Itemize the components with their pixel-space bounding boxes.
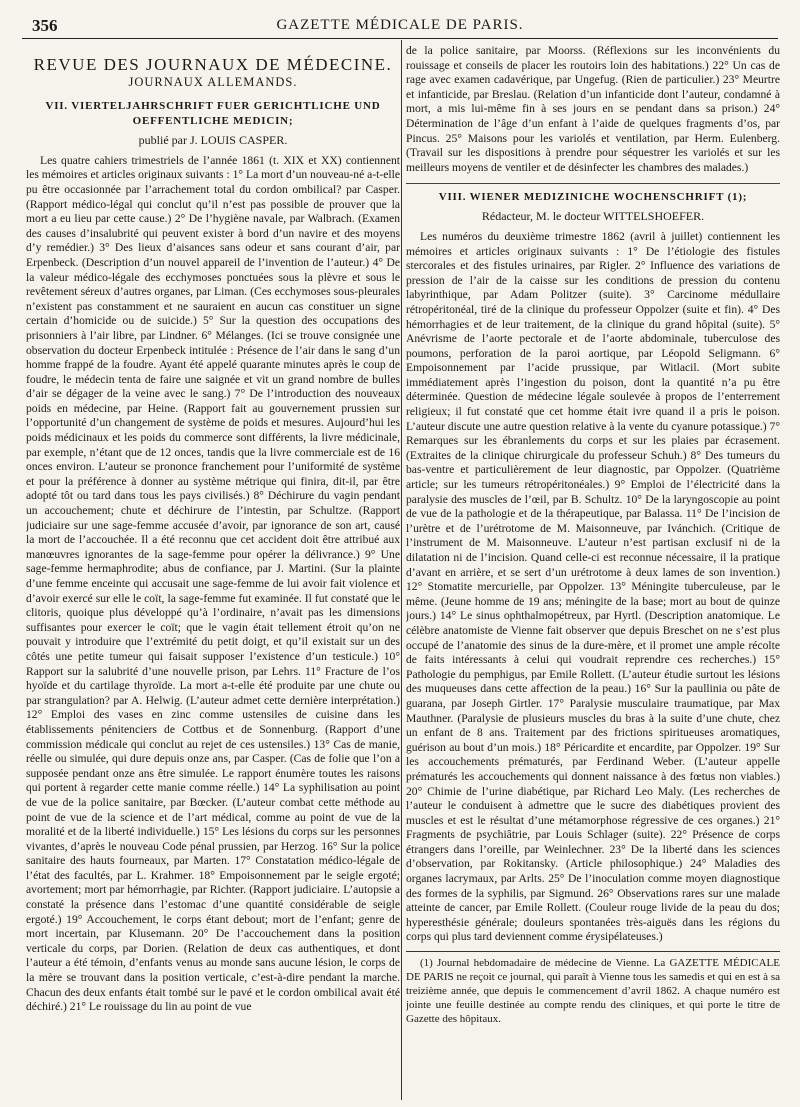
section-heading-vii: VII. VIERTELJAHRSCHRIFT FUER GERICHTLICHE UND OEFFENTLICHE MEDICIN; bbox=[45, 100, 381, 128]
running-title: GAZETTE MÉDICALE DE PARIS. bbox=[276, 17, 524, 33]
body-text-viii: Les numéros du deuxième trimestre 1862 (avril à juillet) contiennent les mémoires et articles originaux suivants : 1° De l’étiologie des fistules stercorales et des fistules urinaires, par Rigler. 2° Influence des variations de pression de l’air de la caisse sur les conditions de pression du contenu labyrinthique, par Adam Politzer (suite). 3° Carcinome médullaire rétropéritonéal, tiré de la clinique du professeur Oppolzer (suite et fin). 4° Des hémorrhagies et de leur traitement, de la clinique du grand hôpital (suite). 5° Anévrisme de l’aorte pectorale et de l’aorte abdominale, tuberculose des poumons, perforation de la paroi aortique, par Léopold Seligmann. 6° Empoisonnement par l’acide prussique, par Witlacil. (Mort subite immédiatement après l’ingestion du poison, dont la quantité n’a pu être déterminée. Question de médecine légale soulevée à propos de l’enterrement religieux; il fut constaté que cet homme était ivre quand il a pris le poison. L’auteur discute une autre question relative à la vente du cyanure potassique.) 7° Remarques sur les ébranlements du corps et sur les plaies par écrasement. (Extraites de la clinique chirurgicale du professeur Schuh.) 8° Des tumeurs du bas-ventre et particulièrement de leur diagnostic, par Oppolzer. (Quatrième article; sur les tumeurs rétropéritonéales.) 9° Emploi de l’électricité dans la paralysie des muscles de l’œil, par B. Schultz. 10° De la laryngoscopie au point de vue de la pathologie et de la thérapeutique, par Balassa. 11° De l’incision de l’urètre et de l’urétrotome de M. Maisonneuve, par Ivánchich. (Critique de l’instrument de M. Maisonneuve. L’auteur n’est partisan exclusif ni de la dilatation ni de l’incision. Quand celle-ci est reconnue nécessaire, il la pratique d’avant en arrière, et se sert d’un urétrotome à deux lames de son invention.) 12° Stomatite mercurielle, par Oppolzer. 13° Méningite tuberculeuse, par le même. (Jeune homme de 19 ans; méningite de la base; mort au bout de quinze jours.) 14° Le sinus ophthalmopétreux, par Hyrtl. (Description anatomique. Le célèbre anatomiste de Vienne fait observer que depuis Breschet on ne s’est plus occupé de l’anatomie des sinus de la dure-mère, et il promet une ample récolte de faits intéressants à celui qui voudrait reprendre ces recherches.) 15° Pathologie du pemphigus, par Emile Rollett. (L’auteur étudie surtout les lésions des muqueuses dans cette affection de la peau.) 16° Sur la paullinia ou pâte de guarana, par Joseph Girtler. 17° Paralysie musculaire traumatique, par Max Mauthner. (Paralysie de plusieurs muscles du bras à la suite d’une chute, chez un enfant de 8 ans. Traitement par des frictions spiritueuses aromatiques, guérison au bout d’un mois.) 18° Péricardite et encardite, par Oppolzer. 19° Sur les accouchements prématurés, par Ferdinand Weber. (L’auteur appelle prématurés les accouchements qui donnent naissance à des fœtus non viables.) 20° Chimie de l’urine diabétique, par Richard Leo Maly. (Les recherches de l’auteur le conduisent à admettre que le sucre des diabétiques provient des muscles et est le résultat d’une métamorphose régressive de ces organes.) 21° Fragments de psychiâtrie, par Louis Schlager (suite). 22° Présence de corps étrangers dans l’oreille, par Weinlechner. 23° De la liberté dans les sciences d’observation, par Rokitansky. (Article philosophique.) 24° Maladies des organes lacrymaux, par Arlts. 25° De l’inoculation comme moyen diagnostique des formes de la syphilis, par Sigmund. 26° Observations rares sur une malade atteinte de cancer, par Emile Rollett. (Couleur rouge livide de la peau du dos; hyperesthésie générale; douleurs spontanées très-aiguës dans les régions du corps qui plus tard deviennent comme érysipélateuses.) bbox=[406, 229, 780, 944]
review-title: REVUE DES JOURNAUX DE MÉDECINE. bbox=[33, 55, 393, 74]
body-text-vii: Les quatre cahiers trimestriels de l’année 1861 (t. XIX et XX) contiennent les mémoires et articles originaux suivants : 1° La mort d’un nouveau-né a-t-elle pu être occasionnée par l’arrachement total du cordon ombilical? par Casper. (Rapport médico-légal qui conclut qu’il n’est pas possible de prouver que la mort a eu lieu par cette cause.) 2° De l’hygiène navale, par Walbrach. (Examen des causes d’insalubrité qui peuvent exister à bord d’un navire et des moyens d’y remédier.) 3° Des lieux d’aisances sans odeur et sans courant d’air, par Erpenbeck. (Description d’un nouvel appareil de l’invention de l’auteur.) 4° De la valeur médico-légale des ecchymoses ponctuées sous la plèvre et sous le revêtement séreux d’autres organes, par Liman. (Ces ecchymoses sous-pleurales n’existent pas constamment et ne sauraient en aucun cas constituer un signe certain d’homicide ou de suicide.) 5° Sur la question des occupations des prisonniers à l’air libre, par Lindner. 6° Mélanges. (Ici se trouve consignée une observation du docteur Erpenbeck intitulée : Présence de l’air dans le sang d’un homme frappé de la foudre. Ayant été appelé quarante minutes après le coup de foudre, le médecin tenta de faire une saignée et vit un grand nombre de bulles d’air se dégager de la veine avec le sang.) 7° De l’introduction des nouveaux poids en médecine, par Heine. (Rapport fait au gouvernement prussien sur l’opportunité d’un changement de système de poids et mesures. Aujourd’hui les poids médicinaux et les poids du commerce sont différents, la livre médicinale, par exemple, n’étant que de 12 onces, tandis que la livre commerciale est de 16 onces environ. L’auteur se prononce franchement pour l’uniformité de système et pour la préférence à donner au système métrique qui finira, dit-il, par être adopté tôt ou tard dans tous les pays civilisés.) 8° Déchirure du vagin pendant un accouchement; chute et déchirure de l’intestin, par Schultze. (Rapport judiciaire sur une sage-femme accusée d’avoir, par ignorance de son art, causé la mort de l’accouchée. Il a été reconnu que cet accident doit être attribué aux manœuvres ignorantes de la sage-femme pour opérer la délivrance.) 9° Une sage-femme hermaphrodite; abus de confiance, par J. Martini. (Sur la plainte d’une femme enceinte qui accusait une sage-femme de lui avoir fait violence et d’avoir exercé sur elle le coït, la sage-femme fut examinée. Il fut constaté que le clitoris, quoique plus développé qu’à l’ordinaire, n’avait pas les dimensions suffisantes pour exercer le coït; que le vagin était tellement étroit qu’on ne pouvait y introduire que l’extrémité du petit doigt, et qu’il existait sur un des côtés une petite tumeur qui faisait supposer l’existence d’un testicule.) 10° Rapport sur la salubrité d’une nouvelle prison, par Lehrs. 11° Fracture de l’os hyoïde et du cartilage thyroïde. La mort a-t-elle été produite par une chute ou par strangulation? par A. Helwig. (L’auteur admet cette dernière interprétation.) 12° Emploi des vases en zinc comme ustensiles de cuisine dans les établissements pénitenciers de Cottbus et de Sonnenburg. (Rapport d’une commission médicale qui conclut au rejet de ces ustensiles.) 13° Cas de manie, réelle ou simulée, qui dure depuis onze ans, par Casper. (Cas de folie que l’on a supposée pendant onze ans être simulée. Le rapport énumère toutes les raisons qui portent à regarder cette manie comme réelle.) 14° La syphilisation au point de vue de la police sanitaire, par Bœcker. (L’auteur combat cette méthode au point de vue de la science et de l’art médical, comme au point de vue de la moralité et de la liberté individuelle.) 15° Les lésions du corps sur les personnes vivantes, d’après le nouveau Code pénal prussien, par Herzog. 16° Sur la police sanitaire des hauts fourneaux, par Marten. 17° Constatation médico-légale de l’état des facultés, par L. Krahmer. 18° Empoisonnement par le seigle ergoté; avortement; mort par hémorrhagie, par Richter. (Rapport judiciaire. L’autopsie a constaté la présence dans l’estomac d’une quantité considérable de seigle ergoté.) 19° Accouchement, le corps étant debout; mort de l’enfant; genre de mort incertain, par Klusemann. 20° De l’accouchement dans la position verticale du corps, par Dorien. (Relation de deux cas authentiques, et dont l’auteur a été témoin, d’enfants venus au monde sans aucune lésion, le corps de la mère se trouvant dans la position verticale, c’est-à-dire pendant la marche. Chacun des deux enfants était tombé sur le pavé et le cordon ombilical avait été déchiré.) 21° Le rouissage du lin au point de vue bbox=[26, 153, 400, 1014]
column-divider bbox=[401, 40, 402, 1100]
body-text-vii-continued: de la police sanitaire, par Moorss. (Réflexions sur les inconvénients du rouissage et conseils de placer les routoirs loin des habitations.) 22° Un cas de rage avec examen cadavérique, par Ungefug. (Rien de particulier.) 23° Meurtre et infanticide, par Breslau. (Relation d’un infanticide dont l’auteur, condamné à mort, a mis lui-même fin à ses jours en se pendant dans sa prison.) 24° Détermination de l’âge d’un enfant à l’aide de quelques fragments d’os, par Pincus. 25° Maisons pour les variolés et ventilation, par Herm. Eulenberg. (Travail sur les dispositions à prendre pour séquestrer les variolés et sur les meilleurs moyens de ventiler et de désinfecter les chambres des malades.) bbox=[406, 44, 780, 174]
footnote: (1) Journal hebdomadaire de médecine de Vienne. La GAZETTE MÉDICALE DE PARIS ne reçoit ce journal, qui paraît à Vienne tous les samedis et qui en est à sa treizième année, que depuis le commencement d’avril 1862. A chaque numéro est jointe une feuille destinée au compte rendu des cliniques, et qui porte le titre de Gazette des hôpitaux. bbox=[406, 957, 780, 1026]
footnote-rule bbox=[406, 951, 780, 952]
page-header bbox=[22, 12, 778, 39]
section-heading-viii: VIII. WIENER MEDIZINICHE WOCHENSCHRIFT (1); bbox=[438, 191, 748, 204]
section-divider bbox=[406, 183, 780, 184]
review-subtitle: JOURNAUX ALLEMANDS. bbox=[128, 74, 298, 89]
right-column bbox=[406, 44, 780, 1099]
byline-casper: publié par J. LOUIS CASPER. bbox=[138, 133, 288, 148]
left-column bbox=[26, 44, 400, 1099]
page-number: 356 bbox=[32, 16, 58, 35]
byline-wittelshoefer: Rédacteur, M. le docteur WITTELSHOEFER. bbox=[481, 209, 705, 224]
